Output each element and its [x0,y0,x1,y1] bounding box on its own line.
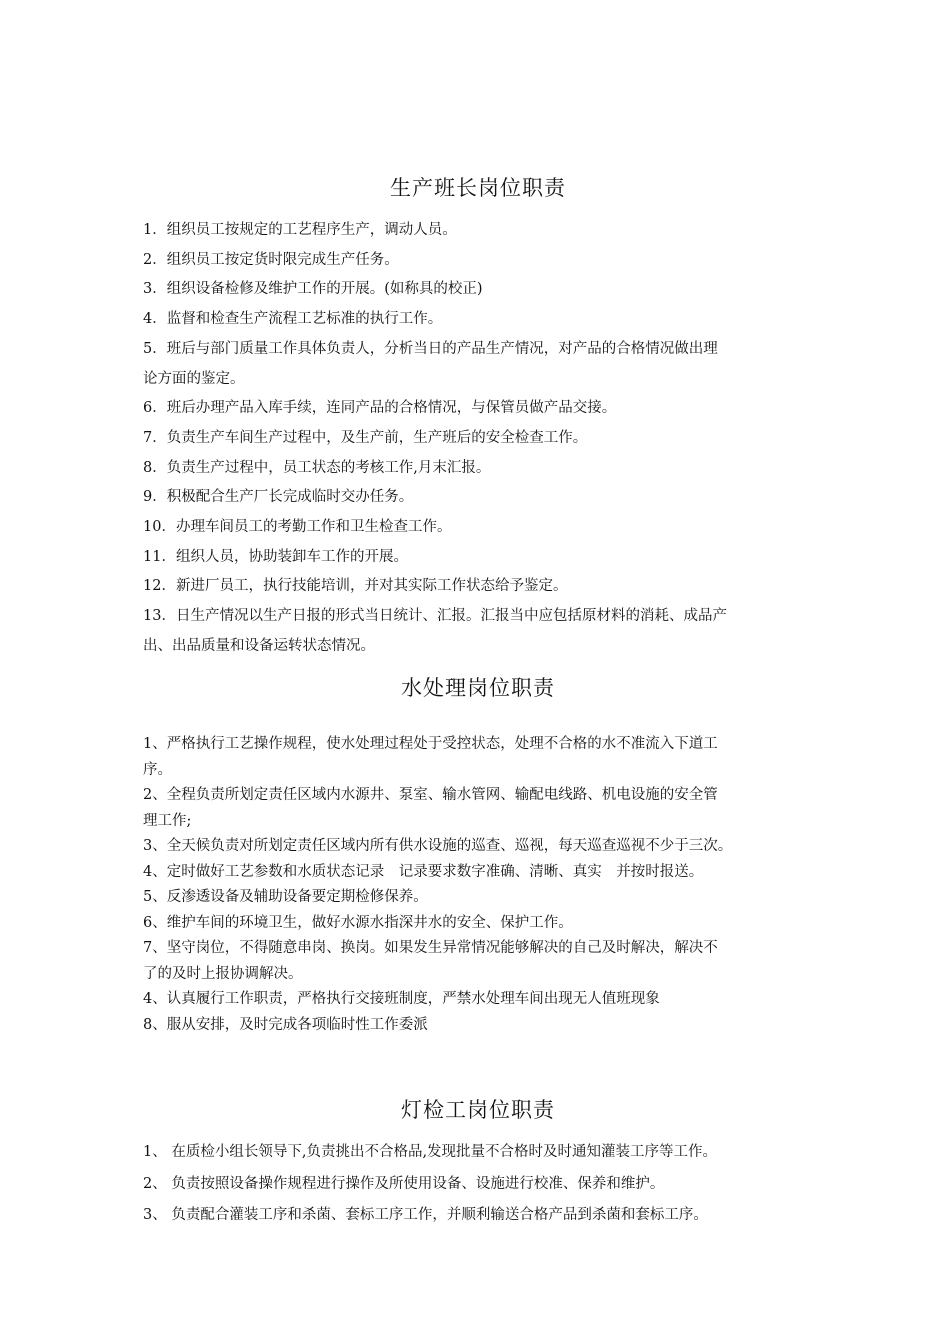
duty-item: 理工作; [143,812,192,829]
duty-item: 5、反渗透设备及辅助设备要定期检修保养。 [143,889,428,905]
duty-item: 3．组织设备检修及维护工作的开展。(如称具的校正) [143,281,483,298]
duty-item: 8．负责生产过程中，员工状态的考核工作,月末汇报。 [143,459,491,476]
section-water-treatment [143,672,813,1038]
duty-item: 1、 在质检小组长领导下,负责挑出不合格品,发现批量不合格时及时通知灌装工序等工作。 [143,1144,718,1160]
duty-item: 7、坚守岗位，不得随意串岗、换岗。如果发生异常情况能够解决的自己及时解决，解决不 [143,940,718,956]
duty-item: 3、全天候负责对所划定责任区域内所有供水设施的巡查、巡视，每天巡查巡视不少于三次。 [143,838,733,854]
duty-item: 6、维护车间的环境卫生，做好水源水指深井水的安全、保护工作。 [143,914,573,931]
section-production-team-leader [143,172,813,662]
duty-item: 10．办理车间员工的考勤工作和卫生检查工作。 [143,519,452,536]
duty-item: 8、服从安排，及时完成各项临时性工作委派 [143,1016,428,1033]
duty-item: 1、严格执行工艺操作规程，使水处理过程处于受控状态，处理不合格的水不准流入下道工 [143,736,718,752]
section-light-inspector [143,1094,813,1232]
section-title: 生产班长岗位职责 [390,176,566,200]
duty-item: 了的及时上报协调解决。 [143,965,303,982]
duty-item: 6．班后办理产品入库手续，连同产品的合格情况，与保管员做产品交接。 [143,400,617,417]
duty-item: 4、定时做好工艺参数和水质状态记录 记录要求数字准确、清晰、真实 并按时报送。 [143,863,704,880]
section-title: 灯检工岗位职责 [401,1098,555,1122]
duty-item: 11．组织人员，协助装卸车工作的开展。 [143,548,408,565]
duty-item: 7．负责生产车间生产过程中，及生产前，生产班后的安全检查工作。 [143,429,588,446]
duty-item: 2、全程负责所划定责任区域内水源井、泵室、输水管网、输配电线路、机电设施的安全管 [143,787,718,803]
duty-item: 12．新进厂员工，执行技能培训，并对其实际工作状态给予鉴定。 [143,578,568,595]
duty-item: 2．组织员工按定货时限完成生产任务。 [143,251,399,268]
duty-item: 论方面的鉴定。 [143,370,245,387]
duty-item: 5．班后与部门质量工作具体负责人，分析当日的产品生产情况，对产品的合格情况做出理 [143,340,718,357]
duty-list [143,1137,813,1232]
duty-item: 13．日生产情况以生产日报的形式当日统计、汇报。汇报当中应包括原材料的消耗、成品产 [143,608,727,625]
section-title: 水处理岗位职责 [401,676,555,700]
duty-item: 9．积极配合生产厂长完成临时交办任务。 [143,489,414,506]
duty-item: 4．监督和检查生产流程工艺标准的执行工作。 [143,311,443,328]
duty-list [143,216,813,662]
duty-item: 3、 负责配合灌装工序和杀菌、套标工序工作，并顺利输送合格产品到杀菌和套标工序。 [143,1207,708,1223]
duty-item: 1．组织员工按规定的工艺程序生产，调动人员。 [143,222,457,238]
duty-item: 出、出品质量和设备运转状态情况。 [143,637,375,654]
duty-item: 2、 负责按照设备操作规程进行操作及所使用设备、设施进行校准、保养和维护。 [143,1175,665,1192]
duty-item: 4、认真履行工作职责，严格执行交接班制度，严禁水处理车间出现无人值班现象 [143,991,660,1007]
duty-item: 序。 [143,761,172,778]
duty-list [143,732,813,1038]
